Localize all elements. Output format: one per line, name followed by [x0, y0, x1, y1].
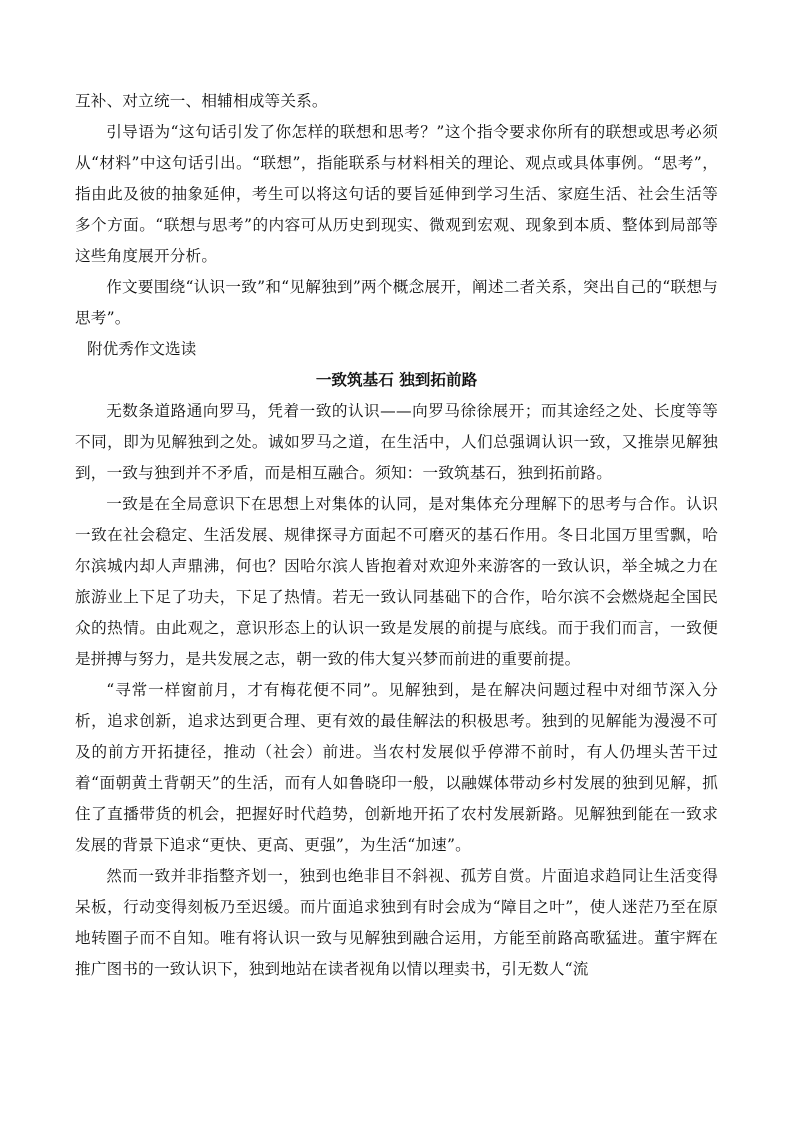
paragraph-writing-requirement: 作文要围绕“认识一致”和“见解独到”两个概念展开，阐述二者关系，突出自己的“联想与思考”。 — [75, 278, 718, 327]
essay-paragraph-consensus: 一致是在全局意识下在思想上对集体的认同，是对集体充分理解下的思考与合作。认识一致在社会稳定、生活发展、规律探寻方面起不可磨灭的基石作用。冬日北国万里雪飘，哈尔滨城内却人声鼎沸，何也？因哈尔滨人皆抱着对欢迎外来游客的一致认识，举全城之力在旅游业上下足了功夫，下足了热情。若无一致认同基础下的合作，哈尔滨不会燃烧起全国民众的热情。由此观之，意识形态上的认识一致是发展的前提与底线。而于我们而言，一致便是拼搏与努力，是共发展之志，朝一致的伟大复兴梦而前进的重要前提。 — [75, 495, 718, 668]
essay-title: 一致筑基石 独到拓前路 — [315, 371, 478, 389]
essay-paragraph-integration: 然而一致并非指整齐划一，独到也绝非目不斜视、孤芳自赏。片面追求趋同让生活变得呆板，行动变得刻板乃至迟缓。而片面追求独到有时会成为“障目之叶”，使人迷茫乃至在原地转圈子而不自知。唯有将认识一致与见解独到融合运用，方能至前路高歌猛进。董宇辉在推广图书的一致认识下，独到地站在读者视角以情以理卖书，引无数人“流 — [75, 867, 718, 978]
paragraph-guidance-explanation: 引导语为“这句话引发了你怎样的联想和思考？”这个指令要求你所有的联想或思考必须从“材料”中这句话引出。“联想”，指能联系与材料相关的理论、观点或具体事例。“思考”，指由此及彼的抽象延伸，考生可以将这句话的要旨延伸到学习生活、家庭生活、社会生活等多个方面。“联想与思考”的内容可从历史到现实、微观到宏观、现象到本质、整体到局部等这些角度展开分析。 — [75, 123, 718, 265]
essay-paragraph-unique-insight: “寻常一样窗前月，才有梅花便不同”。见解独到，是在解决问题过程中对细节深入分析，追求创新，追求达到更合理、更有效的最佳解法的积极思考。独到的见解能为漫漫不可及的前方开拓捷径，推动（社会）前进。当农村发展似乎停滞不前时，有人仍埋头苦干过着“面朝黄土背朝天”的生活，而有人如鲁晓印一般，以融媒体带动乡村发展的独到见解，抓住了直播带货的机会，把握好时代趋势，创新地开拓了农村发展新路。见解独到能在一致求发展的背景下追求“更快、更高、更强”，为生活“加速”。 — [75, 681, 718, 854]
essay-paragraph-intro: 无数条道路通向罗马，凭着一致的认识——向罗马徐徐展开；而其途经之处、长度等等不同，即为见解独到之处。诚如罗马之道，在生活中，人们总强调认识一致，又推崇见解独到，一致与独到并不矛盾，而是相互融合。须知：一致筑基石，独到拓前路。 — [75, 402, 718, 482]
document-body — [75, 86, 718, 985]
section-label: 附优秀作文选读 — [87, 340, 197, 358]
paragraph-continuation: 互补、对立统一、相辅相成等关系。 — [75, 92, 328, 110]
